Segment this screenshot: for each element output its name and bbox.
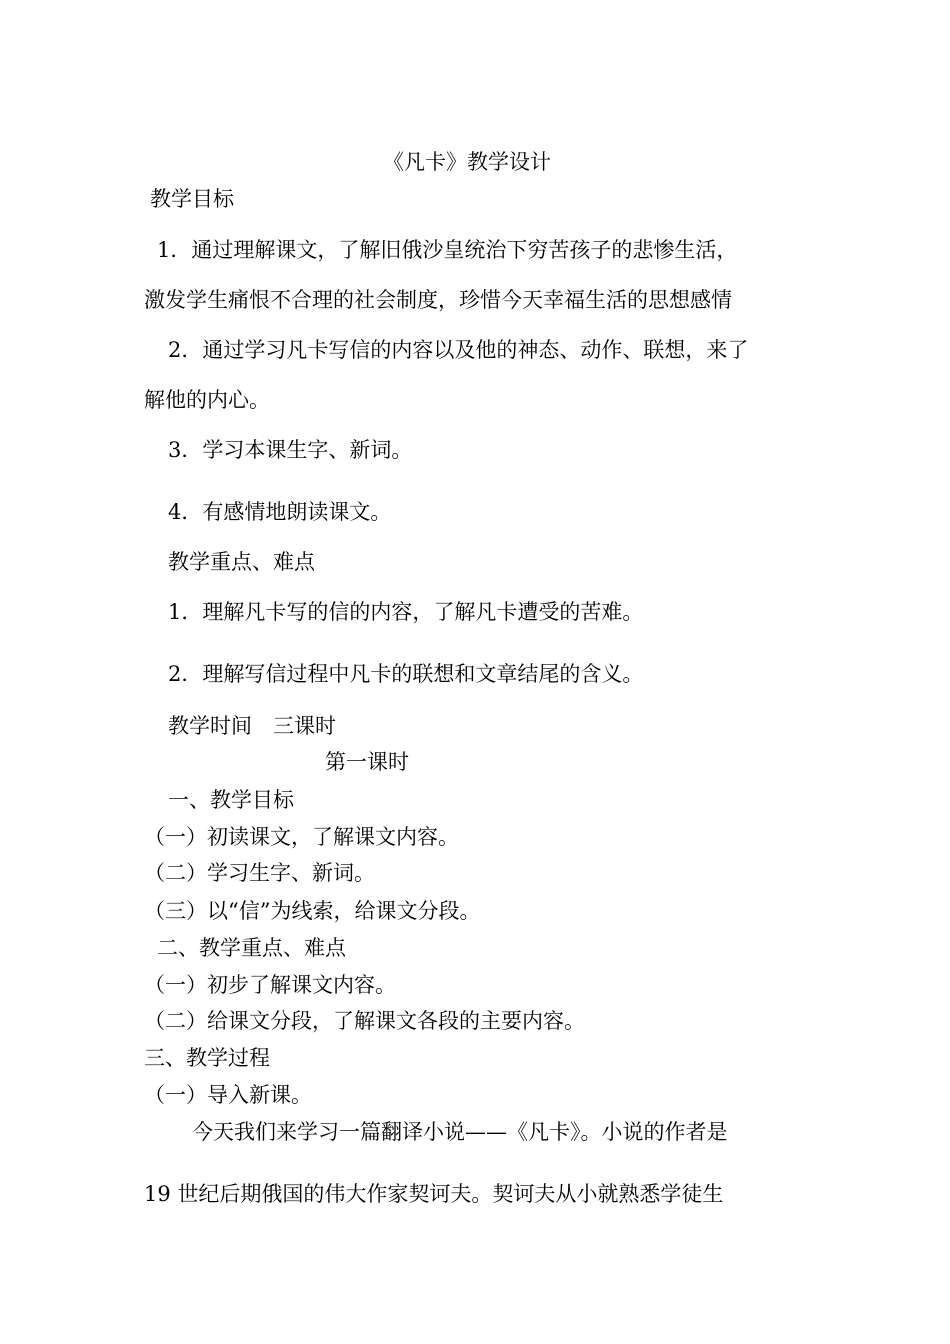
- section-heading-objectives: 教学目标: [150, 187, 234, 211]
- part-3-item-1: （一）导入新课。: [144, 1083, 312, 1107]
- objective-1-line-2: 激发学生痛恨不合理的社会制度，珍惜今天幸福生活的思想感情: [144, 288, 732, 312]
- part-1-item-3: （三）以“信”为线索，给课文分段。: [144, 899, 481, 923]
- key-point-2: 2．理解写信过程中凡卡的联想和文章结尾的含义。: [168, 662, 644, 686]
- paragraph-intro-line-1: 今天我们来学习一篇翻译小说——《凡卡》。小说的作者是: [192, 1120, 728, 1144]
- objective-1-line-1: 1．通过理解课文，了解旧俄沙皇统治下穷苦孩子的悲惨生活，: [157, 238, 738, 262]
- paragraph-intro-line-2: 19 世纪后期俄国的伟大作家契诃夫。契诃夫从小就熟悉学徒生: [144, 1182, 724, 1206]
- objective-4: 4．有感情地朗读课文。: [168, 500, 392, 524]
- part-1-item-2: （二）学习生字、新词。: [144, 861, 375, 885]
- objective-2-line-2: 解他的内心。: [144, 388, 270, 412]
- part-1-heading: 一、教学目标: [168, 788, 294, 812]
- part-1-item-1: （一）初读课文，了解课文内容。: [144, 825, 459, 849]
- section-heading-key-points: 教学重点、难点: [168, 550, 315, 574]
- objective-2-line-1: 2．通过学习凡卡写信的内容以及他的神态、动作、联想，来了: [168, 338, 749, 362]
- document-title: 《凡卡》教学设计: [383, 150, 551, 174]
- teaching-time: 教学时间 三课时: [168, 714, 336, 738]
- part-2-item-2: （二）给课文分段，了解课文各段的主要内容。: [144, 1009, 585, 1033]
- lesson-heading: 第一课时: [325, 750, 409, 774]
- part-3-heading: 三、教学过程: [144, 1046, 270, 1070]
- part-2-heading: 二、教学重点、难点: [157, 936, 346, 960]
- part-2-item-1: （一）初步了解课文内容。: [144, 973, 396, 997]
- objective-3: 3．学习本课生字、新词。: [168, 438, 413, 462]
- key-point-1: 1．理解凡卡写的信的内容，了解凡卡遭受的苦难。: [168, 600, 644, 624]
